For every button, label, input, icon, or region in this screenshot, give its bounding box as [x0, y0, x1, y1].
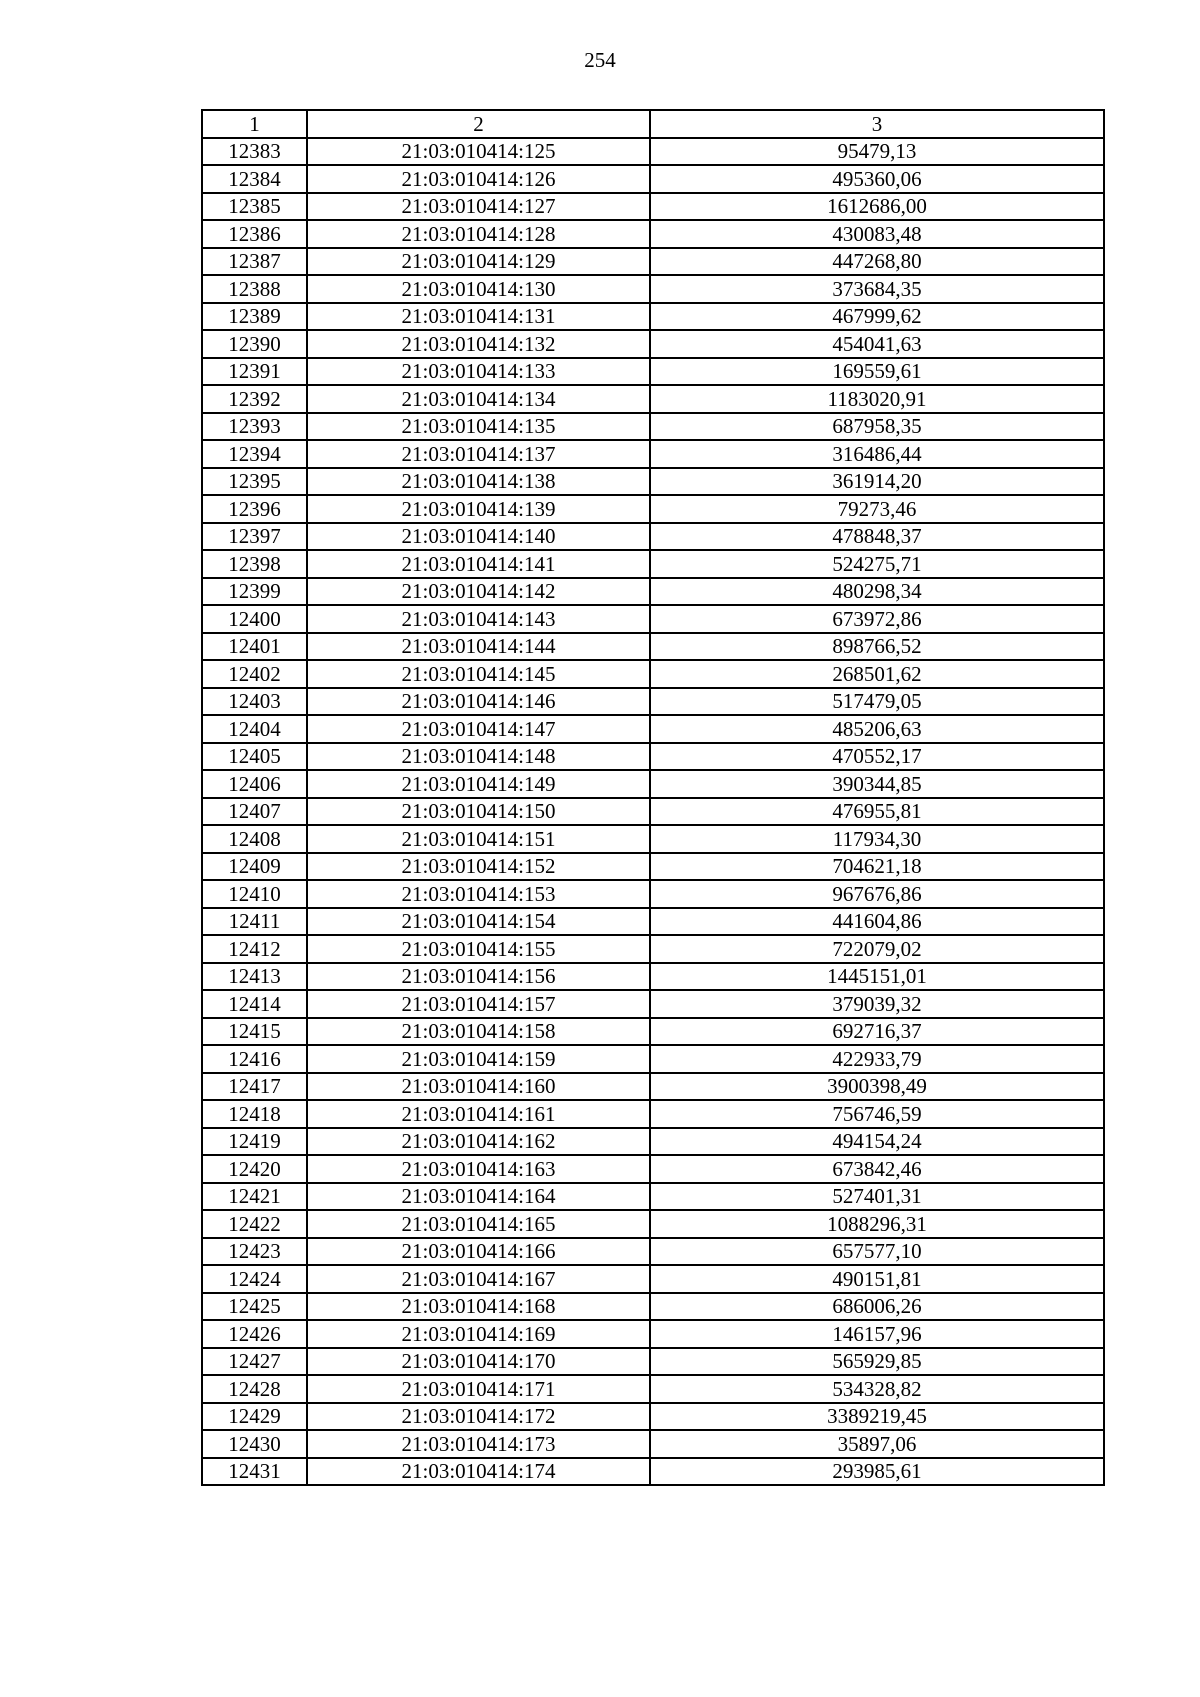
cadastral-number-cell: 21:03:010414:174: [307, 1458, 650, 1486]
table-row: [202, 275, 1104, 303]
table-row: [202, 1430, 1104, 1458]
row-number-cell: 12394: [202, 440, 307, 468]
value-cell: 478848,37: [650, 523, 1104, 551]
value-cell: 692716,37: [650, 1018, 1104, 1046]
table-row: [202, 1293, 1104, 1321]
value-cell: 1183020,91: [650, 385, 1104, 413]
cadastral-number-cell: 21:03:010414:140: [307, 523, 650, 551]
value-cell: 722079,02: [650, 935, 1104, 963]
cadastral-number-cell: 21:03:010414:157: [307, 990, 650, 1018]
table-row: [202, 165, 1104, 193]
value-cell: 117934,30: [650, 825, 1104, 853]
cadastral-number-cell: 21:03:010414:132: [307, 330, 650, 358]
value-cell: 146157,96: [650, 1320, 1104, 1348]
table-header: [202, 110, 1104, 138]
cadastral-number-cell: 21:03:010414:172: [307, 1403, 650, 1431]
cadastral-number-cell: 21:03:010414:171: [307, 1375, 650, 1403]
value-cell: 494154,24: [650, 1128, 1104, 1156]
cadastral-number-cell: 21:03:010414:153: [307, 880, 650, 908]
cadastral-number-cell: 21:03:010414:134: [307, 385, 650, 413]
row-number-cell: 12417: [202, 1073, 307, 1101]
cadastral-number-cell: 21:03:010414:147: [307, 715, 650, 743]
cadastral-number-cell: 21:03:010414:156: [307, 963, 650, 991]
column-header-2: 2: [307, 110, 650, 138]
cadastral-number-cell: 21:03:010414:131: [307, 303, 650, 331]
value-cell: 1612686,00: [650, 193, 1104, 221]
cadastral-number-cell: 21:03:010414:155: [307, 935, 650, 963]
value-cell: 898766,52: [650, 633, 1104, 661]
table-row: [202, 303, 1104, 331]
row-number-cell: 12410: [202, 880, 307, 908]
cadastral-number-cell: 21:03:010414:135: [307, 413, 650, 441]
value-cell: 470552,17: [650, 743, 1104, 771]
cadastral-number-cell: 21:03:010414:146: [307, 688, 650, 716]
table-row: [202, 413, 1104, 441]
value-cell: 447268,80: [650, 248, 1104, 276]
row-number-cell: 12412: [202, 935, 307, 963]
cadastral-number-cell: 21:03:010414:149: [307, 770, 650, 798]
value-cell: 1445151,01: [650, 963, 1104, 991]
cadastral-number-cell: 21:03:010414:139: [307, 495, 650, 523]
column-header-3: 3: [650, 110, 1104, 138]
row-number-cell: 12424: [202, 1265, 307, 1293]
cadastral-number-cell: 21:03:010414:158: [307, 1018, 650, 1046]
table-body: [202, 138, 1104, 1486]
row-number-cell: 12413: [202, 963, 307, 991]
value-cell: 517479,05: [650, 688, 1104, 716]
cadastral-number-cell: 21:03:010414:145: [307, 660, 650, 688]
row-number-cell: 12397: [202, 523, 307, 551]
value-cell: 390344,85: [650, 770, 1104, 798]
value-cell: 704621,18: [650, 853, 1104, 881]
value-cell: 422933,79: [650, 1045, 1104, 1073]
table-row: [202, 1183, 1104, 1211]
cadastral-number-cell: 21:03:010414:162: [307, 1128, 650, 1156]
table-row: [202, 385, 1104, 413]
table-row: [202, 1018, 1104, 1046]
cadastral-number-cell: 21:03:010414:133: [307, 358, 650, 386]
row-number-cell: 12423: [202, 1238, 307, 1266]
cadastral-number-cell: 21:03:010414:129: [307, 248, 650, 276]
row-number-cell: 12419: [202, 1128, 307, 1156]
cadastral-number-cell: 21:03:010414:150: [307, 798, 650, 826]
row-number-cell: 12402: [202, 660, 307, 688]
value-cell: 967676,86: [650, 880, 1104, 908]
row-number-cell: 12392: [202, 385, 307, 413]
row-number-cell: 12407: [202, 798, 307, 826]
cadastral-number-cell: 21:03:010414:144: [307, 633, 650, 661]
table-row: [202, 798, 1104, 826]
table-row: [202, 138, 1104, 166]
page-number: 254: [584, 48, 616, 72]
value-cell: 3900398,49: [650, 1073, 1104, 1101]
value-cell: 673972,86: [650, 605, 1104, 633]
row-number-cell: 12416: [202, 1045, 307, 1073]
row-number-cell: 12385: [202, 193, 307, 221]
cadastral-number-cell: 21:03:010414:164: [307, 1183, 650, 1211]
table-row: [202, 633, 1104, 661]
row-number-cell: 12398: [202, 550, 307, 578]
table-row: [202, 1320, 1104, 1348]
row-number-cell: 12387: [202, 248, 307, 276]
row-number-cell: 12431: [202, 1458, 307, 1486]
row-number-cell: 12425: [202, 1293, 307, 1321]
table-row: [202, 440, 1104, 468]
value-cell: 495360,06: [650, 165, 1104, 193]
row-number-cell: 12396: [202, 495, 307, 523]
table-row: [202, 1073, 1104, 1101]
row-number-cell: 12399: [202, 578, 307, 606]
table-row: [202, 1238, 1104, 1266]
value-cell: 480298,34: [650, 578, 1104, 606]
value-cell: 485206,63: [650, 715, 1104, 743]
value-cell: 1088296,31: [650, 1210, 1104, 1238]
table-row: [202, 660, 1104, 688]
table-row: [202, 1155, 1104, 1183]
value-cell: 35897,06: [650, 1430, 1104, 1458]
row-number-cell: 12395: [202, 468, 307, 496]
row-number-cell: 12383: [202, 138, 307, 166]
table-row: [202, 193, 1104, 221]
table-row: [202, 220, 1104, 248]
cadastral-number-cell: 21:03:010414:173: [307, 1430, 650, 1458]
row-number-cell: 12404: [202, 715, 307, 743]
cadastral-number-cell: 21:03:010414:142: [307, 578, 650, 606]
table-row: [202, 853, 1104, 881]
cadastral-number-cell: 21:03:010414:141: [307, 550, 650, 578]
table-row: [202, 358, 1104, 386]
row-number-cell: 12430: [202, 1430, 307, 1458]
value-cell: 268501,62: [650, 660, 1104, 688]
row-number-cell: 12384: [202, 165, 307, 193]
value-cell: 490151,81: [650, 1265, 1104, 1293]
row-number-cell: 12415: [202, 1018, 307, 1046]
table-row: [202, 990, 1104, 1018]
table-row: [202, 248, 1104, 276]
table-row: [202, 935, 1104, 963]
table-row: [202, 1458, 1104, 1486]
row-number-cell: 12420: [202, 1155, 307, 1183]
table-row: [202, 468, 1104, 496]
table-row: [202, 908, 1104, 936]
value-cell: 527401,31: [650, 1183, 1104, 1211]
table-row: [202, 1375, 1104, 1403]
cadastral-number-cell: 21:03:010414:161: [307, 1100, 650, 1128]
row-number-cell: 12429: [202, 1403, 307, 1431]
value-cell: 686006,26: [650, 1293, 1104, 1321]
value-cell: 293985,61: [650, 1458, 1104, 1486]
table-row: [202, 550, 1104, 578]
row-number-cell: 12393: [202, 413, 307, 441]
cadastral-number-cell: 21:03:010414:163: [307, 1155, 650, 1183]
row-number-cell: 12427: [202, 1348, 307, 1376]
row-number-cell: 12418: [202, 1100, 307, 1128]
row-number-cell: 12400: [202, 605, 307, 633]
table-row: [202, 1348, 1104, 1376]
cadastral-number-cell: 21:03:010414:169: [307, 1320, 650, 1348]
cadastral-number-cell: 21:03:010414:170: [307, 1348, 650, 1376]
value-cell: 687958,35: [650, 413, 1104, 441]
cadastral-number-cell: 21:03:010414:125: [307, 138, 650, 166]
table-row: [202, 770, 1104, 798]
cadastral-number-cell: 21:03:010414:127: [307, 193, 650, 221]
cadastral-number-cell: 21:03:010414:168: [307, 1293, 650, 1321]
value-cell: 476955,81: [650, 798, 1104, 826]
header-row: [202, 110, 1104, 138]
value-cell: 95479,13: [650, 138, 1104, 166]
table-row: [202, 1265, 1104, 1293]
row-number-cell: 12414: [202, 990, 307, 1018]
value-cell: 534328,82: [650, 1375, 1104, 1403]
cadastral-number-cell: 21:03:010414:152: [307, 853, 650, 881]
row-number-cell: 12421: [202, 1183, 307, 1211]
table-row: [202, 523, 1104, 551]
row-number-cell: 12403: [202, 688, 307, 716]
value-cell: 454041,63: [650, 330, 1104, 358]
data-table: [201, 109, 1105, 1486]
row-number-cell: 12406: [202, 770, 307, 798]
table-row: [202, 1210, 1104, 1238]
row-number-cell: 12386: [202, 220, 307, 248]
table-row: [202, 1100, 1104, 1128]
row-number-cell: 12390: [202, 330, 307, 358]
row-number-cell: 12426: [202, 1320, 307, 1348]
table-row: [202, 1128, 1104, 1156]
table-row: [202, 605, 1104, 633]
table-row: [202, 963, 1104, 991]
value-cell: 316486,44: [650, 440, 1104, 468]
column-header-1: 1: [202, 110, 307, 138]
value-cell: 565929,85: [650, 1348, 1104, 1376]
cadastral-number-cell: 21:03:010414:137: [307, 440, 650, 468]
value-cell: 169559,61: [650, 358, 1104, 386]
cadastral-number-cell: 21:03:010414:151: [307, 825, 650, 853]
table-row: [202, 1045, 1104, 1073]
cadastral-number-cell: 21:03:010414:165: [307, 1210, 650, 1238]
cadastral-number-cell: 21:03:010414:167: [307, 1265, 650, 1293]
row-number-cell: 12411: [202, 908, 307, 936]
row-number-cell: 12389: [202, 303, 307, 331]
value-cell: 361914,20: [650, 468, 1104, 496]
row-number-cell: 12422: [202, 1210, 307, 1238]
cadastral-number-cell: 21:03:010414:159: [307, 1045, 650, 1073]
cadastral-number-cell: 21:03:010414:128: [307, 220, 650, 248]
value-cell: 756746,59: [650, 1100, 1104, 1128]
value-cell: 441604,86: [650, 908, 1104, 936]
value-cell: 524275,71: [650, 550, 1104, 578]
cadastral-number-cell: 21:03:010414:138: [307, 468, 650, 496]
table-row: [202, 880, 1104, 908]
table-row: [202, 330, 1104, 358]
row-number-cell: 12408: [202, 825, 307, 853]
row-number-cell: 12388: [202, 275, 307, 303]
row-number-cell: 12391: [202, 358, 307, 386]
table-row: [202, 825, 1104, 853]
cadastral-number-cell: 21:03:010414:148: [307, 743, 650, 771]
row-number-cell: 12428: [202, 1375, 307, 1403]
table-row: [202, 495, 1104, 523]
value-cell: 79273,46: [650, 495, 1104, 523]
table-row: [202, 578, 1104, 606]
table-row: [202, 743, 1104, 771]
row-number-cell: 12401: [202, 633, 307, 661]
value-cell: 379039,32: [650, 990, 1104, 1018]
value-cell: 673842,46: [650, 1155, 1104, 1183]
value-cell: 373684,35: [650, 275, 1104, 303]
value-cell: 430083,48: [650, 220, 1104, 248]
cadastral-number-cell: 21:03:010414:166: [307, 1238, 650, 1266]
table-row: [202, 688, 1104, 716]
row-number-cell: 12405: [202, 743, 307, 771]
value-cell: 467999,62: [650, 303, 1104, 331]
cadastral-number-cell: 21:03:010414:130: [307, 275, 650, 303]
cadastral-number-cell: 21:03:010414:160: [307, 1073, 650, 1101]
cadastral-number-cell: 21:03:010414:143: [307, 605, 650, 633]
cadastral-number-cell: 21:03:010414:126: [307, 165, 650, 193]
table-row: [202, 715, 1104, 743]
value-cell: 3389219,45: [650, 1403, 1104, 1431]
row-number-cell: 12409: [202, 853, 307, 881]
table-row: [202, 1403, 1104, 1431]
cadastral-number-cell: 21:03:010414:154: [307, 908, 650, 936]
value-cell: 657577,10: [650, 1238, 1104, 1266]
